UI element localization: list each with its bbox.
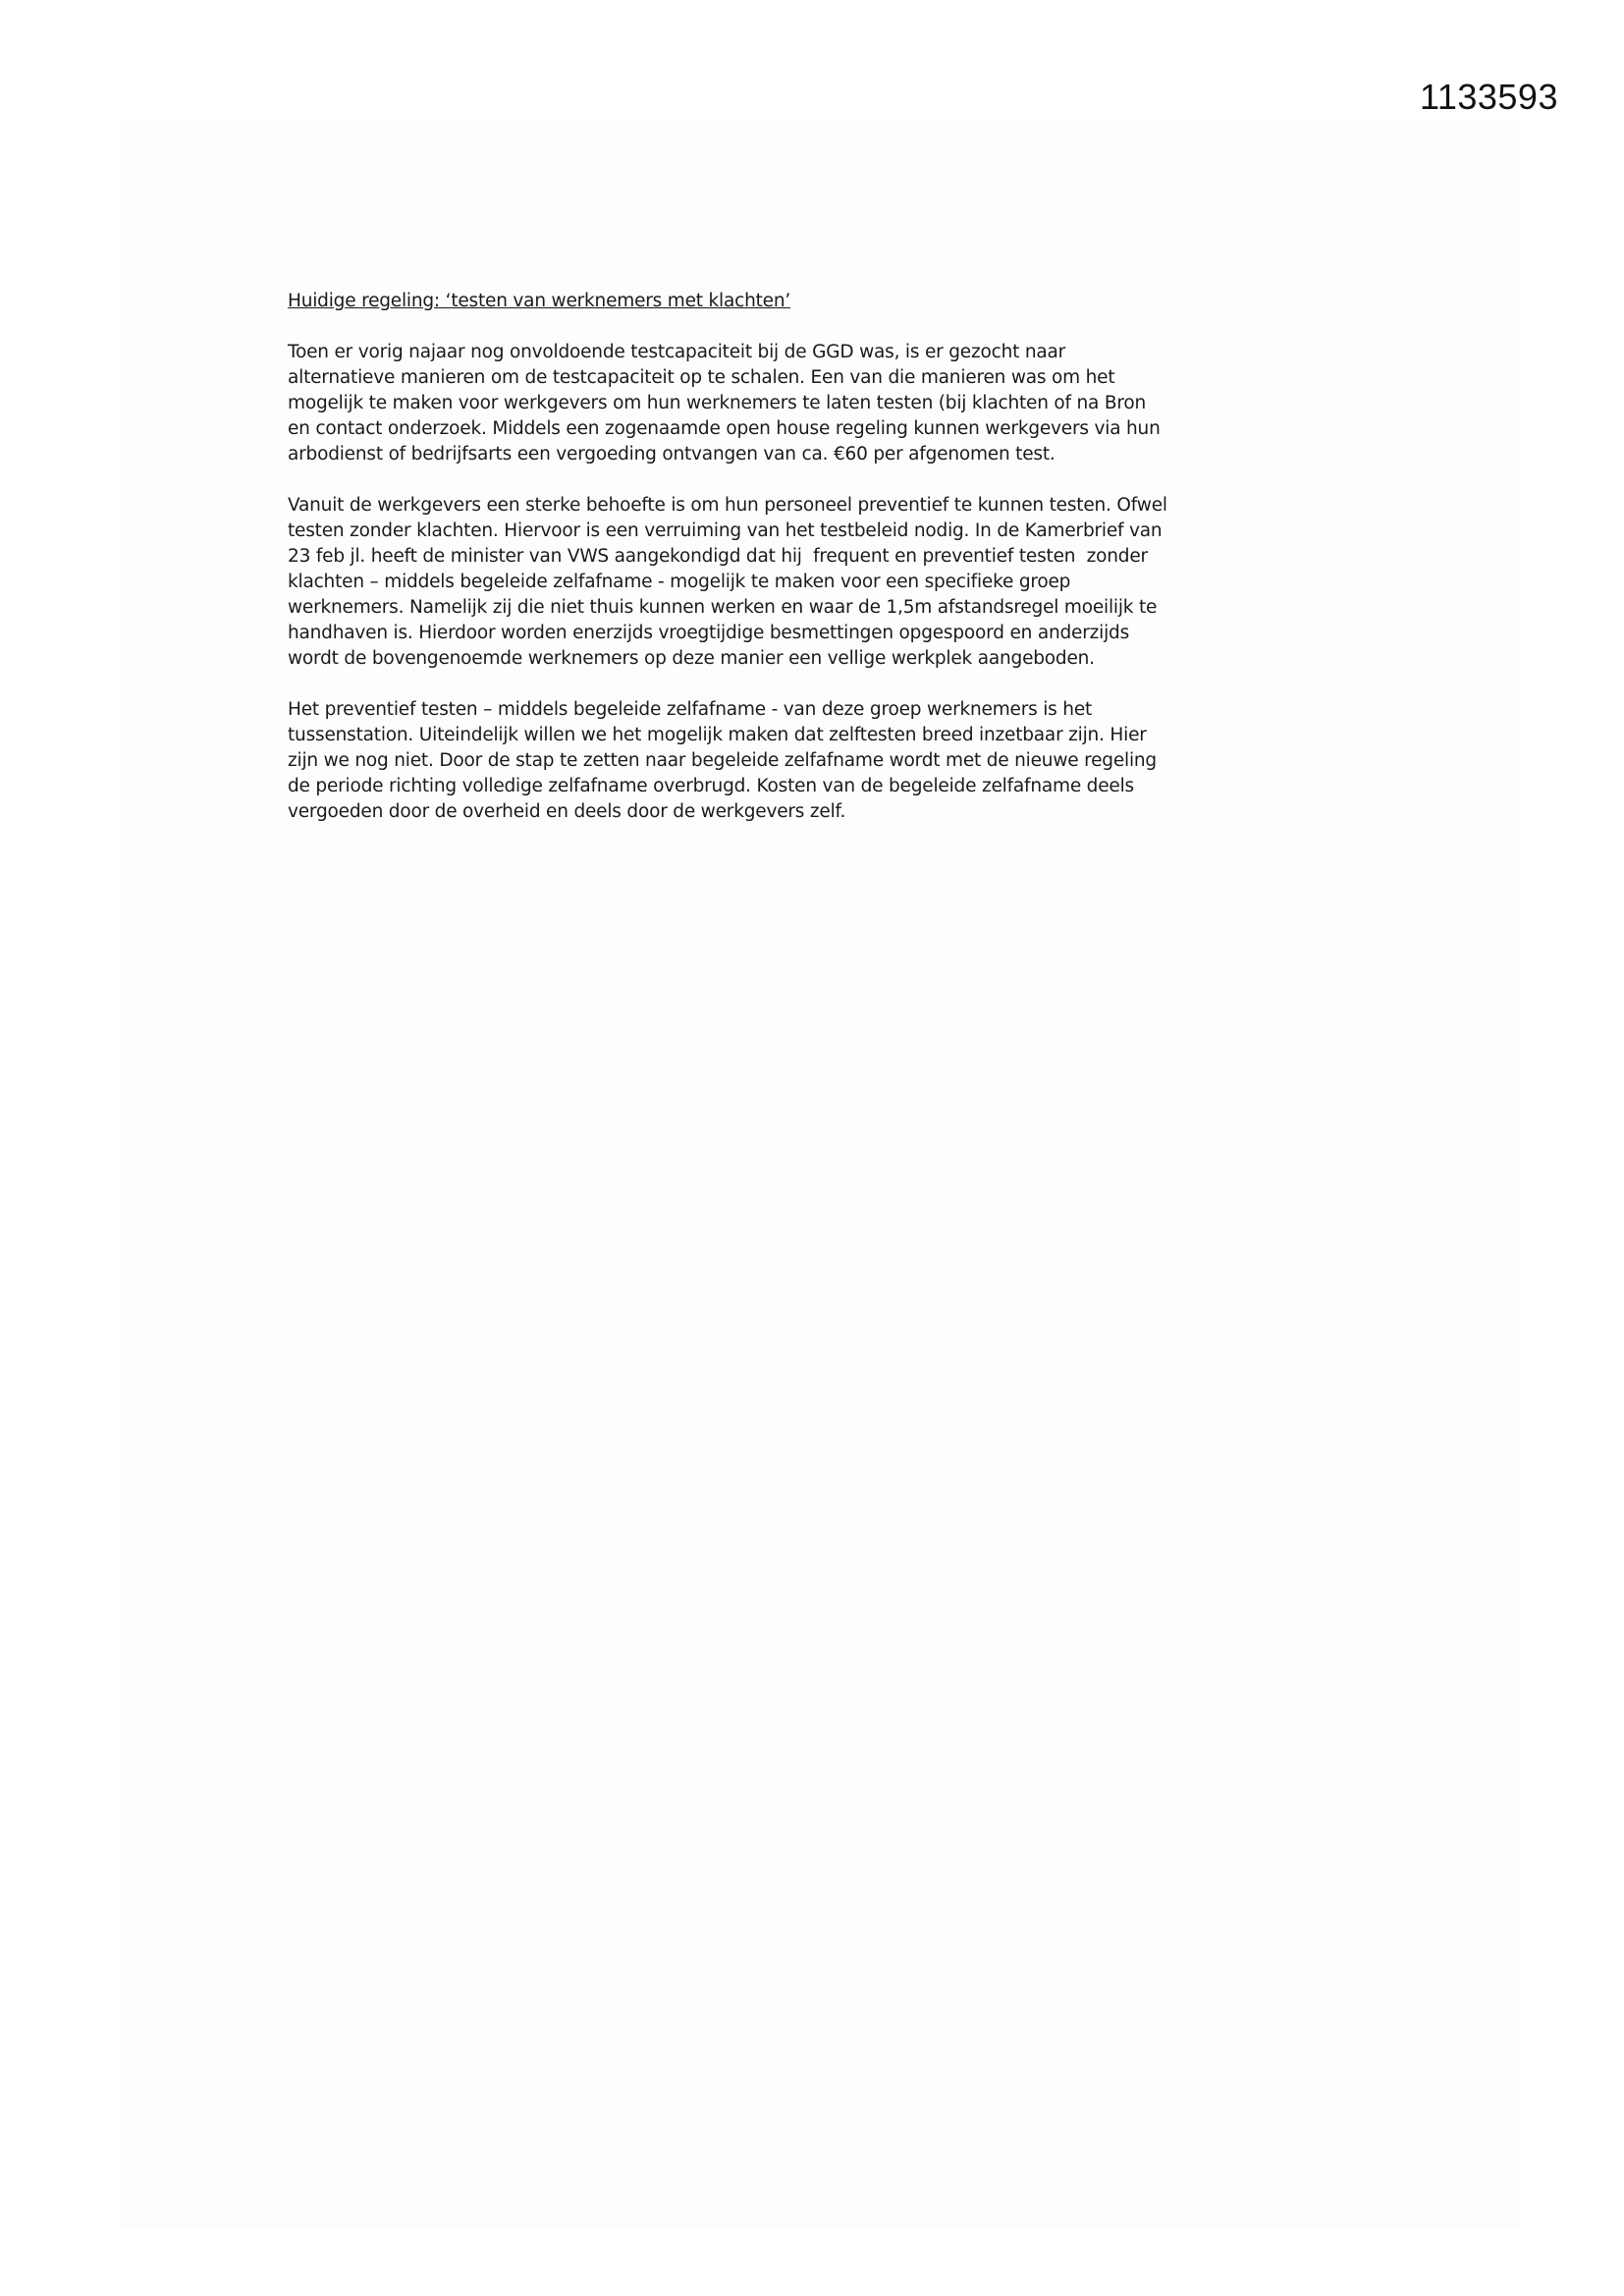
text-line: alternatieve manieren om de testcapaciteit op te schalen. Een van die manieren was om het (288, 367, 1115, 388)
text-line: 23 feb jl. heeft de minister van VWS aangekondigd dat hij frequent en preventief testen zonder (288, 546, 1148, 567)
text-line: en contact onderzoek. Middels een zogenaamde open house regeling kunnen werkgevers via hun (288, 418, 1161, 439)
document-number: 1133593 (1420, 77, 1558, 117)
text-line: mogelijk te maken voor werkgevers om hun werknemers te laten testen (bij klachten of na Bron (288, 393, 1147, 413)
text-line: Het preventief testen – middels begeleide zelfafname - van deze groep werknemers is het (288, 699, 1093, 720)
text-line: de periode richting volledige zelfafname overbrugd. Kosten van de begeleide zelfafname deels (288, 776, 1134, 796)
text-line: klachten – middels begeleide zelfafname - mogelijk te maken voor een specifieke groep (288, 572, 1071, 592)
text-line: handhaven is. Hierdoor worden enerzijds vroegtijdige besmettingen opgespoord en anderzijds (288, 623, 1130, 643)
paragraph-3 (288, 697, 1358, 825)
text-line: wordt de bovengenoemde werknemers op deze manier een vellige werkplek aangeboden. (288, 648, 1095, 669)
paragraph-1 (288, 340, 1358, 467)
text-line: testen zonder klachten. Hiervoor is een verruiming van het testbeleid nodig. In de Kamerbrief van (288, 520, 1163, 541)
text-line: werknemers. Namelijk zij die niet thuis kunnen werken en waar de 1,5m afstandsregel moeilijk te (288, 597, 1158, 618)
paragraph-2 (288, 493, 1358, 672)
document-body (288, 289, 1358, 850)
text-line: Toen er vorig najaar nog onvoldoende testcapaciteit bij de GGD was, is er gezocht naar (288, 342, 1066, 362)
text-line: vergoeden door de overheid en deels door de werkgevers zelf. (288, 801, 846, 822)
section-heading: Huidige regeling: ‘testen van werknemers met klachten’ (288, 291, 791, 311)
text-line: Vanuit de werkgevers een sterke behoefte is om hun personeel preventief te kunnen testen. Ofwel (288, 495, 1167, 516)
text-line: arbodienst of bedrijfsarts een vergoeding ontvangen van ca. €60 per afgenomen test. (288, 444, 1056, 465)
text-line: zijn we nog niet. Door de stap te zetten naar begeleide zelfafname wordt met de nieuwe regeling (288, 750, 1157, 771)
text-line: tussenstation. Uiteindelijk willen we het mogelijk maken dat zelftesten breed inzetbaar zijn. Hier (288, 725, 1147, 745)
